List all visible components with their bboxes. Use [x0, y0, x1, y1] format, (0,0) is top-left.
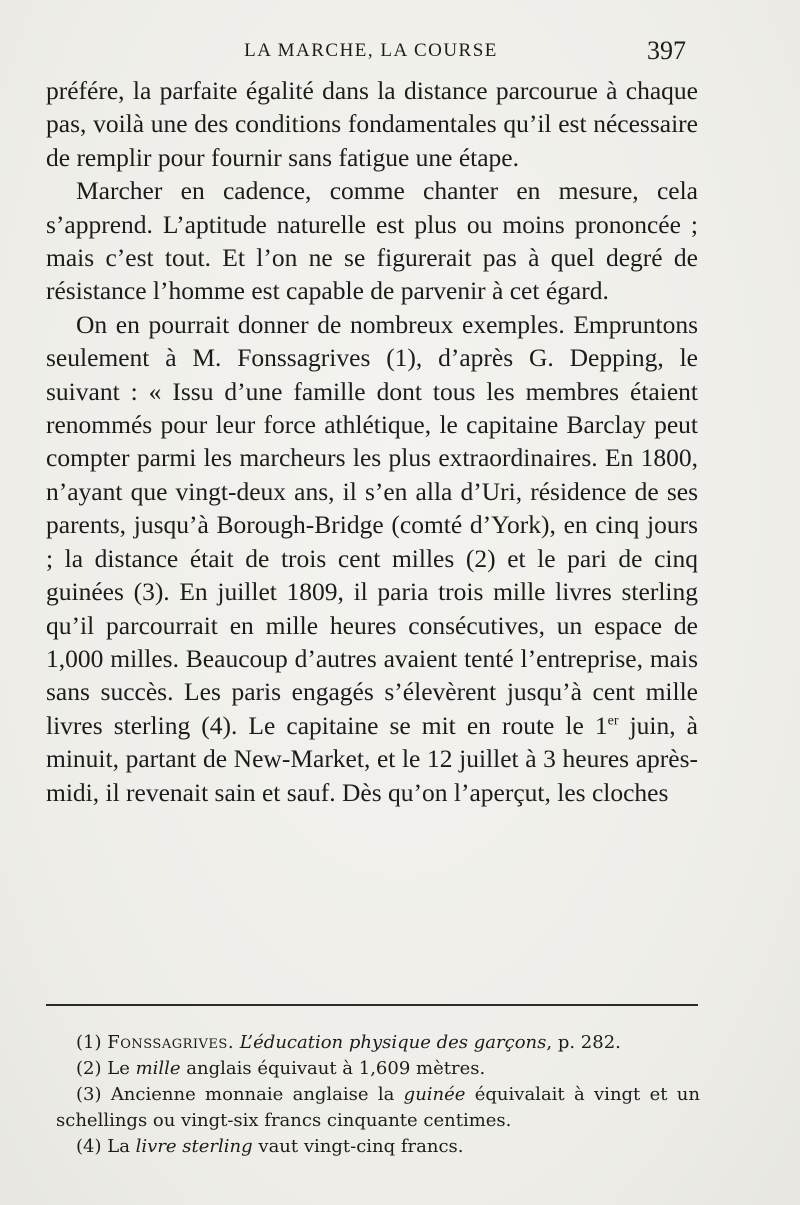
- footnote-3: [56, 1082, 700, 1134]
- footnote-3-number: (3): [76, 1084, 102, 1105]
- footnote-2-number: (2): [76, 1058, 102, 1079]
- footnote-4-text-a: La: [107, 1136, 136, 1157]
- paragraph-2: Marcher en cadence, comme chanter en mesure, cela s’apprend. L’aptitude naturelle est plus ou moins prononcée ; mais c’est tout. Et l’on ne se figurerait pas à quel degré de résistance l’homme est capable de parvenir à cet égard.: [46, 176, 698, 306]
- footnote-1: [56, 1030, 700, 1056]
- page-number: 397: [647, 36, 686, 65]
- footnote-4-term: livre sterling: [135, 1136, 253, 1157]
- footnote-1-number: (1): [76, 1032, 102, 1053]
- footnote-2: [56, 1056, 700, 1082]
- footnote-3-text-a: Ancienne monnaie anglaise la: [110, 1084, 404, 1105]
- footnote-4-text-b: vaut vingt-cinq francs.: [252, 1136, 464, 1157]
- ordinal-superscript: er: [607, 713, 619, 729]
- footnote-1-author: Fonssagrives.: [107, 1032, 235, 1053]
- footnote-4-number: (4): [76, 1136, 102, 1157]
- body-text: [46, 74, 698, 809]
- footnote-2-text-a: Le: [107, 1058, 136, 1079]
- paragraph-3-text-cont: juin, à minuit, partant de New-Market, et le 12 juillet à 3 heures après-midi, il revenait sain et sauf. Dès qu’on l’aperçut, les cloches: [46, 710, 698, 807]
- footnote-1-title: L’éducation physique des garçons: [239, 1032, 547, 1053]
- footnote-3-term: guinée: [403, 1084, 466, 1105]
- footnote-4: [56, 1134, 700, 1160]
- footnote-2-term: mille: [135, 1058, 181, 1079]
- paragraph-1: préfére, la parfaite égalité dans la distance parcourue à chaque pas, voilà une des conditions fondamentales qu’il est nécessaire de remplir pour fournir sans fatigue une étape.: [46, 76, 698, 172]
- footnote-3-text-b: équivalait à vingt et un schellings ou vingt-six francs cinquante centimes.: [56, 1084, 700, 1131]
- paragraph-3: [46, 308, 698, 809]
- footnotes: [56, 1030, 700, 1160]
- footnote-1-rest: , p. 282.: [546, 1032, 621, 1053]
- running-header: [48, 36, 694, 66]
- paragraph-3-text: On en pourrait donner de nombreux exemples. Empruntons seulement à M. Fonssagrives (1), d’après G. Depping, le suivant : « Issu d’une famille dont tous les membres étaient renommés pour leur force athlétique, le capitaine Barclay peut compter parmi les marcheurs les plus extraordinaires. En 1800, n’ayant que vingt-deux ans, il s’en alla d’Uri, résidence de ses parents, jusqu’à Borough-Bridge (comté d’York), en cinq jours ; la distance était de trois cent milles (2) et le pari de cinq guinées (3). En juillet 1809, il paria trois mille livres sterling qu’il parcourrait en mille heures consécutives, un espace de 1,000 milles. Beaucoup d’autres avaient tenté l’entreprise, mais sans succès. Les paris engagés s’élevèrent jusqu’à cent mille livres sterling (4). Le capitaine se mit en route le 1: [46, 309, 698, 740]
- footnote-divider: [46, 1004, 698, 1006]
- running-title: LA MARCHE, LA COURSE: [244, 40, 498, 61]
- footnote-2-text-b: anglais équivaut à 1,609 mètres.: [180, 1058, 486, 1079]
